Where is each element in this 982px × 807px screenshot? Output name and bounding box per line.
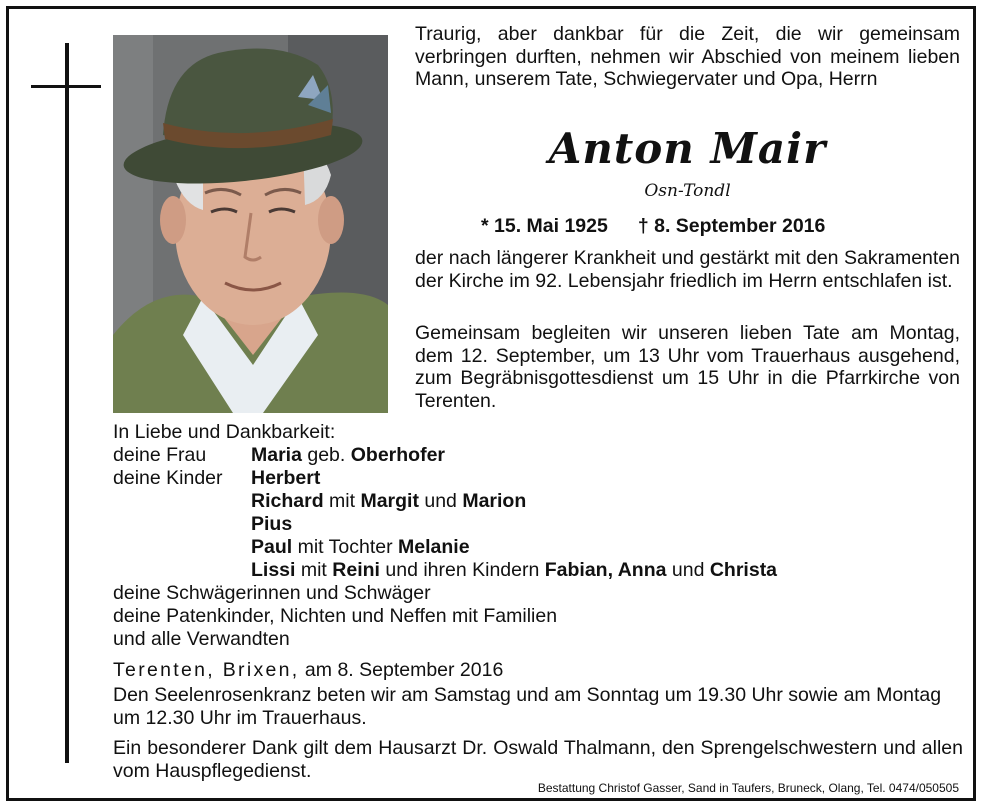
mourner-connector: mit Tochter bbox=[292, 536, 399, 558]
mourner-row bbox=[113, 467, 963, 490]
mourner-name: Reini bbox=[332, 559, 380, 581]
mourner-name: Christa bbox=[709, 559, 778, 581]
death-date: † 8. September 2016 bbox=[637, 215, 826, 237]
mourner-name: Pius bbox=[251, 513, 293, 535]
mourner-name: Melanie bbox=[398, 536, 470, 558]
mourners-heading: In Liebe und Dankbarkeit: bbox=[113, 421, 336, 443]
mourner-name: Fabian, Anna bbox=[544, 559, 667, 581]
mourner-name: Paul bbox=[251, 536, 293, 558]
mourner-row bbox=[113, 513, 963, 536]
intro-text: Traurig, aber dankbar für die Zeit, die wir gemeinsam verbringen durften, nehmen wir Abschied von meinem lieben Mann, unserem Tate, Schwiegervater und Opa, Herrn bbox=[415, 23, 960, 90]
mourner-row bbox=[113, 559, 963, 582]
cross-icon bbox=[65, 43, 69, 763]
mourner-label: deine Kinder bbox=[113, 467, 223, 489]
mourner-row bbox=[113, 536, 963, 559]
mourner-connector: und ihren Kindern bbox=[379, 559, 545, 581]
portrait-photo bbox=[113, 35, 388, 413]
mourner-name: Herbert bbox=[251, 467, 321, 489]
mourner-connector: mit bbox=[323, 490, 361, 512]
mourner-name: Marion bbox=[462, 490, 527, 512]
place-date: am 8. September 2016 bbox=[299, 659, 504, 681]
mourner-label: deine Frau bbox=[113, 444, 207, 466]
life-dates bbox=[481, 215, 941, 238]
passing-text: der nach längerer Krankheit und gestärkt mit den Sakramenten der Kirche im 92. Lebensjahr friedlich im Herrn entschlafen ist. bbox=[415, 247, 960, 292]
mourner-connector: geb. bbox=[301, 444, 351, 466]
mourner-line: deine Schwägerinnen und Schwäger bbox=[113, 582, 431, 604]
mourner-connector: und bbox=[418, 490, 463, 512]
mourner-connector: und bbox=[666, 559, 710, 581]
funeral-text: Gemeinsam begleiten wir unseren lieben Tate am Montag, dem 12. September, um 13 Uhr vom Trauerhaus ausgehend, zum Begräbnisgottesdienst um 15 Uhr in die Pfarrkirche von Terenten. bbox=[415, 322, 960, 412]
thanks-text: Ein besonderer Dank gilt dem Hausarzt Dr. Oswald Thalmann, den Sprengelschwestern und allen vom Hauspflegedienst. bbox=[113, 737, 963, 782]
mourner-row bbox=[113, 444, 963, 467]
mourner-connector: mit bbox=[295, 559, 333, 581]
cross-icon-bar bbox=[31, 85, 101, 88]
obituary-notice bbox=[6, 6, 976, 801]
rosary-text: Den Seelenrosenkranz beten wir am Samstag und am Sonntag um 19.30 Uhr sowie am Montag um 12.30 Uhr im Trauerhaus. bbox=[113, 684, 942, 729]
mourner-name: Richard bbox=[251, 490, 324, 512]
mourner-name: Margit bbox=[360, 490, 419, 512]
house-name: Osn-Tondl bbox=[644, 181, 731, 201]
deceased-name: Anton Mair bbox=[548, 124, 827, 173]
mourner-line: und alle Verwandten bbox=[113, 628, 290, 650]
mourners-list bbox=[113, 421, 963, 651]
undertaker-footer: Bestattung Christof Gasser, Sand in Taufers, Bruneck, Olang, Tel. 0474/050505 bbox=[537, 781, 959, 795]
mourner-name: Oberhofer bbox=[350, 444, 446, 466]
place-date-line bbox=[113, 659, 503, 682]
mourner-line: deine Patenkinder, Nichten und Neffen mit Familien bbox=[113, 605, 558, 627]
mourner-row bbox=[113, 490, 963, 513]
mourner-name: Lissi bbox=[251, 559, 296, 581]
mourner-name: Maria bbox=[251, 444, 302, 466]
place-names: Terenten, Brixen, bbox=[113, 659, 300, 681]
birth-date: * 15. Mai 1925 bbox=[481, 215, 608, 237]
